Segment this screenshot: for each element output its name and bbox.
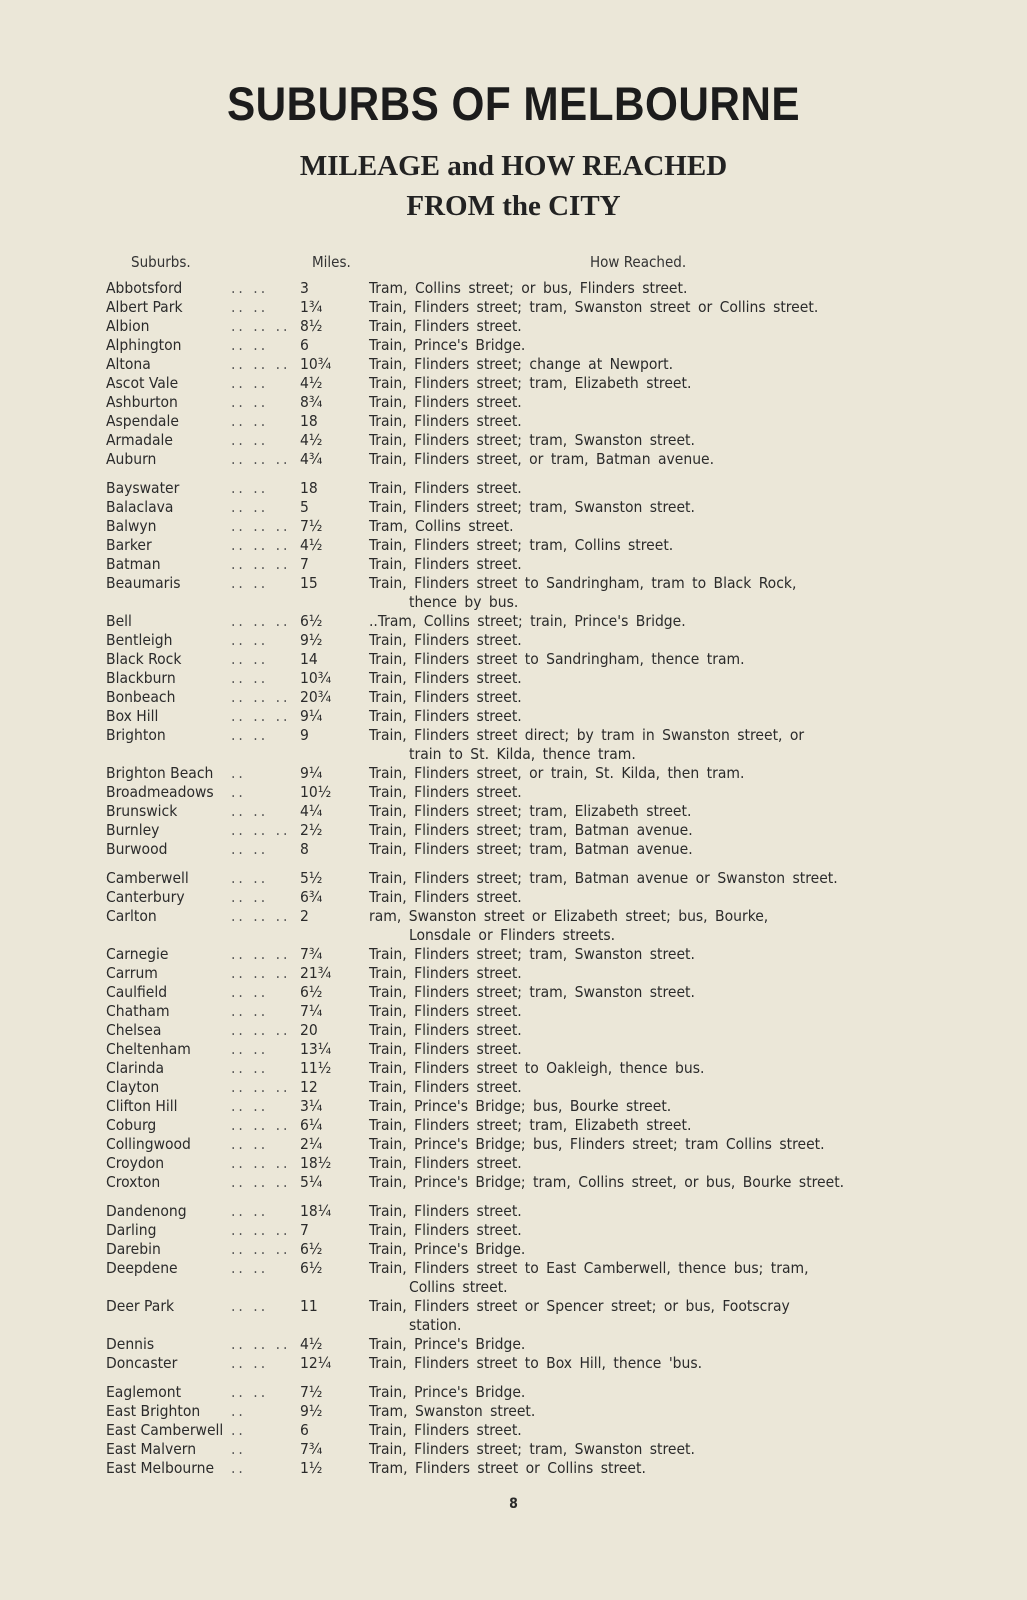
mileage: 6 (300, 336, 309, 354)
leader-dots: .. (231, 1440, 246, 1458)
leader-dots: .. .. .. (231, 964, 291, 982)
mileage: 20¾ (300, 688, 332, 706)
column-header-miles: Miles. (312, 253, 351, 271)
mileage: 2¼ (300, 1135, 323, 1153)
column-header-how-reached: How Reached. (590, 253, 687, 271)
mileage: 10½ (300, 783, 332, 801)
mileage: 12¼ (300, 1354, 332, 1372)
leader-dots: .. .. .. (231, 1116, 291, 1134)
table-row (0, 412, 1027, 431)
suburb-name: Clifton Hill (106, 1097, 178, 1115)
how-reached: ram, Swanston street or Elizabeth street; bus, Bourke, (369, 907, 769, 925)
mileage: 4½ (300, 536, 323, 554)
mileage: 1½ (300, 1459, 323, 1477)
suburb-name: Chelsea (106, 1021, 162, 1039)
mileage: 6½ (300, 612, 323, 630)
leader-dots: .. .. .. (231, 945, 291, 963)
leader-dots: .. .. (231, 412, 269, 430)
how-reached-continued: thence by bus. (409, 593, 519, 611)
how-reached: Train, Flinders street; tram, Elizabeth street. (369, 1116, 692, 1134)
suburb-name: Broadmeadows (106, 783, 214, 801)
mileage: 14 (300, 650, 318, 668)
leader-dots: .. .. (231, 574, 269, 592)
mileage: 12 (300, 1078, 318, 1096)
how-reached: Train, Flinders street. (369, 1154, 522, 1172)
suburb-name: Abbotsford (106, 279, 183, 297)
table-row (0, 1383, 1027, 1402)
how-reached: Train, Flinders street. (369, 1078, 522, 1096)
how-reached-continued: train to St. Kilda, thence tram. (409, 745, 636, 763)
table-row (0, 707, 1027, 726)
suburb-name: Ashburton (106, 393, 178, 411)
how-reached: Train, Flinders street; tram, Swanston street. (369, 945, 695, 963)
how-reached: Train, Flinders street. (369, 888, 522, 906)
table-row (0, 964, 1027, 983)
table-row (0, 764, 1027, 783)
suburb-name: Carnegie (106, 945, 169, 963)
leader-dots: .. .. .. (231, 707, 291, 725)
mileage: 9½ (300, 631, 323, 649)
how-reached: Train, Flinders street, or train, St. Kilda, then tram. (369, 764, 745, 782)
mileage: 6½ (300, 983, 323, 1001)
how-reached: ..Tram, Collins street; train, Prince's Bridge. (369, 612, 686, 630)
leader-dots: .. .. (231, 802, 269, 820)
table-row (0, 983, 1027, 1002)
suburb-name: Eaglemont (106, 1383, 182, 1401)
leader-dots: .. .. (231, 631, 269, 649)
how-reached: Tram, Flinders street or Collins street. (369, 1459, 646, 1477)
mileage: 4½ (300, 374, 323, 392)
leader-dots: .. .. .. (231, 536, 291, 554)
column-header-suburbs: Suburbs. (131, 253, 191, 271)
table-row (0, 869, 1027, 888)
mileage: 20 (300, 1021, 318, 1039)
table-row (0, 669, 1027, 688)
table-row (0, 555, 1027, 574)
mileage: 4¾ (300, 450, 323, 468)
leader-dots: .. .. (231, 279, 269, 297)
leader-dots: .. .. (231, 1354, 269, 1372)
how-reached: Train, Flinders street; tram, Collins street. (369, 536, 674, 554)
suburb-name: Albion (106, 317, 150, 335)
mileage: 4½ (300, 431, 323, 449)
how-reached: Train, Flinders street. (369, 1202, 522, 1220)
table-row (0, 1459, 1027, 1478)
suburb-name: Bayswater (106, 479, 180, 497)
suburb-name: East Brighton (106, 1402, 201, 1420)
table-row (0, 1202, 1027, 1221)
suburb-name: Collingwood (106, 1135, 191, 1153)
table-row (0, 536, 1027, 555)
how-reached: Train, Prince's Bridge; tram, Collins street, or bus, Bourke street. (369, 1173, 845, 1191)
table-row (0, 279, 1027, 298)
suburb-name: Box Hill (106, 707, 159, 725)
leader-dots: .. .. (231, 498, 269, 516)
mileage: 8¾ (300, 393, 323, 411)
leader-dots: .. .. .. (231, 355, 291, 373)
suburb-name: Deepdene (106, 1259, 178, 1277)
leader-dots: .. .. .. (231, 1021, 291, 1039)
leader-dots: .. .. .. (231, 317, 291, 335)
suburb-name: Darebin (106, 1240, 161, 1258)
mileage: 18½ (300, 1154, 332, 1172)
suburb-name: Batman (106, 555, 161, 573)
table-row (0, 726, 1027, 763)
mileage: 7¾ (300, 1440, 323, 1458)
how-reached: Train, Flinders street; tram, Swanston street. (369, 498, 695, 516)
mileage: 11 (300, 1297, 318, 1315)
suburb-name: Auburn (106, 450, 157, 468)
suburb-name: Ascot Vale (106, 374, 179, 392)
how-reached: Train, Flinders street. (369, 1221, 522, 1239)
how-reached: Train, Flinders street; tram, Swanston street or Collins street. (369, 298, 819, 316)
how-reached: Train, Flinders street. (369, 1421, 522, 1439)
table-row (0, 1040, 1027, 1059)
leader-dots: .. .. .. (231, 907, 291, 925)
mileage: 3 (300, 279, 309, 297)
table-row (0, 1078, 1027, 1097)
leader-dots: .. .. (231, 1202, 269, 1220)
leader-dots: .. .. .. (231, 1154, 291, 1172)
leader-dots: .. .. .. (231, 450, 291, 468)
suburb-name: Bell (106, 612, 132, 630)
leader-dots: .. .. .. (231, 612, 291, 630)
suburb-name: Beaumaris (106, 574, 181, 592)
suburb-name: Croxton (106, 1173, 161, 1191)
mileage: 3¼ (300, 1097, 323, 1115)
how-reached: Train, Prince's Bridge. (369, 1240, 526, 1258)
how-reached: Train, Prince's Bridge; bus, Flinders street; tram Collins street. (369, 1135, 825, 1153)
suburb-name: Coburg (106, 1116, 157, 1134)
table-row (0, 574, 1027, 611)
suburb-name: Black Rock (106, 650, 182, 668)
how-reached: Train, Flinders street; tram, Elizabeth street. (369, 374, 692, 392)
table-row (0, 479, 1027, 498)
table-row (0, 907, 1027, 944)
mileage: 6½ (300, 1240, 323, 1258)
mileage: 10¾ (300, 355, 332, 373)
how-reached: Train, Flinders street to Oakleigh, thence bus. (369, 1059, 705, 1077)
leader-dots: .. .. (231, 336, 269, 354)
suburb-name: Bonbeach (106, 688, 176, 706)
how-reached: Train, Flinders street. (369, 669, 522, 687)
how-reached: Train, Flinders street. (369, 1002, 522, 1020)
leader-dots: .. .. .. (231, 1335, 291, 1353)
table-row (0, 688, 1027, 707)
leader-dots: .. .. (231, 393, 269, 411)
table-row (0, 374, 1027, 393)
mileage: 9¼ (300, 764, 323, 782)
how-reached: Train, Flinders street; tram, Swanston street. (369, 983, 695, 1001)
suburb-name: East Camberwell (106, 1421, 224, 1439)
table-row (0, 517, 1027, 536)
table-row (0, 840, 1027, 859)
leader-dots: .. .. .. (231, 1078, 291, 1096)
leader-dots: .. .. (231, 374, 269, 392)
table-row (0, 1097, 1027, 1116)
suburb-name: Alphington (106, 336, 182, 354)
how-reached: Train, Flinders street; tram, Batman avenue. (369, 821, 693, 839)
table-row (0, 821, 1027, 840)
suburb-name: Clarinda (106, 1059, 165, 1077)
table-row (0, 1002, 1027, 1021)
how-reached: Train, Flinders street to Sandringham, tram to Black Rock, (369, 574, 797, 592)
how-reached: Train, Flinders street. (369, 555, 522, 573)
suburb-name: East Melbourne (106, 1459, 215, 1477)
table-row (0, 1421, 1027, 1440)
mileage: 5½ (300, 869, 323, 887)
leader-dots: .. .. (231, 869, 269, 887)
table-row (0, 431, 1027, 450)
leader-dots: .. (231, 1459, 246, 1477)
table-row (0, 1021, 1027, 1040)
leader-dots: .. .. (231, 1002, 269, 1020)
mileage: 4¼ (300, 802, 323, 820)
table-row (0, 317, 1027, 336)
table-row (0, 612, 1027, 631)
suburb-name: Barker (106, 536, 152, 554)
suburb-name: Croydon (106, 1154, 165, 1172)
mileage: 2 (300, 907, 309, 925)
suburb-name: Carrum (106, 964, 158, 982)
table-row (0, 1135, 1027, 1154)
leader-dots: .. .. (231, 840, 269, 858)
table-row (0, 1354, 1027, 1373)
subtitle-line-2: FROM the CITY (406, 190, 621, 222)
mileage: 8½ (300, 317, 323, 335)
suburb-name: Brighton (106, 726, 166, 744)
how-reached: Tram, Collins street; or bus, Flinders street. (369, 279, 688, 297)
how-reached: Train, Flinders street. (369, 783, 522, 801)
mileage: 6¾ (300, 888, 323, 906)
suburb-name: Deer Park (106, 1297, 175, 1315)
mileage: 18¼ (300, 1202, 332, 1220)
suburb-name: Balwyn (106, 517, 157, 535)
mileage: 8 (300, 840, 309, 858)
leader-dots: .. .. (231, 1259, 269, 1277)
suburb-name: Darling (106, 1221, 157, 1239)
table-row (0, 298, 1027, 317)
leader-dots: .. (231, 783, 246, 801)
suburb-name: Balaclava (106, 498, 174, 516)
how-reached: Train, Flinders street; tram, Batman avenue or Swanston street. (369, 869, 838, 887)
how-reached: Train, Prince's Bridge. (369, 1383, 526, 1401)
table-row (0, 1221, 1027, 1240)
mileage: 5 (300, 498, 309, 516)
suburb-name: Dandenong (106, 1202, 187, 1220)
suburb-name: Altona (106, 355, 151, 373)
how-reached: Train, Flinders street. (369, 631, 522, 649)
leader-dots: .. .. (231, 1040, 269, 1058)
table-row (0, 450, 1027, 469)
suburb-name: Cheltenham (106, 1040, 191, 1058)
leader-dots: .. (231, 764, 246, 782)
leader-dots: .. .. (231, 1059, 269, 1077)
mileage: 9 (300, 726, 309, 744)
table-row (0, 1173, 1027, 1192)
how-reached: Train, Flinders street. (369, 317, 522, 335)
mileage: 6½ (300, 1259, 323, 1277)
leader-dots: .. .. (231, 479, 269, 497)
mileage: 13¼ (300, 1040, 332, 1058)
table-row (0, 945, 1027, 964)
mileage: 6¼ (300, 1116, 323, 1134)
how-reached: Train, Flinders street. (369, 479, 522, 497)
how-reached: Train, Flinders street, or tram, Batman avenue. (369, 450, 715, 468)
how-reached: Train, Flinders street; tram, Elizabeth street. (369, 802, 692, 820)
table-row (0, 498, 1027, 517)
table-row (0, 1297, 1027, 1334)
table-row (0, 393, 1027, 412)
mileage: 7¾ (300, 945, 323, 963)
mileage: 7 (300, 555, 309, 573)
how-reached: Train, Flinders street. (369, 707, 522, 725)
mileage: 15 (300, 574, 318, 592)
table-row (0, 1059, 1027, 1078)
suburb-name: Burwood (106, 840, 168, 858)
table-row (0, 1154, 1027, 1173)
mileage: 7½ (300, 517, 323, 535)
leader-dots: .. .. (231, 888, 269, 906)
mileage: 18 (300, 412, 318, 430)
how-reached: Train, Flinders street. (369, 688, 522, 706)
leader-dots: .. .. (231, 1135, 269, 1153)
table-row (0, 802, 1027, 821)
how-reached-continued: Lonsdale or Flinders streets. (409, 926, 616, 944)
mileage: 2½ (300, 821, 323, 839)
suburb-name: Canterbury (106, 888, 185, 906)
suburb-name: Chatham (106, 1002, 170, 1020)
table-row (0, 650, 1027, 669)
how-reached: Train, Flinders street direct; by tram in Swanston street, or (369, 726, 805, 744)
suburb-name: Burnley (106, 821, 160, 839)
how-reached: Tram, Swanston street. (369, 1402, 536, 1420)
leader-dots: .. .. (231, 298, 269, 316)
mileage: 11½ (300, 1059, 332, 1077)
suburb-name: Bentleigh (106, 631, 173, 649)
leader-dots: .. .. .. (231, 555, 291, 573)
how-reached: Train, Flinders street; tram, Swanston street. (369, 1440, 695, 1458)
suburb-name: Aspendale (106, 412, 179, 430)
how-reached: Train, Prince's Bridge. (369, 336, 526, 354)
leader-dots: .. .. (231, 983, 269, 1001)
mileage: 7½ (300, 1383, 323, 1401)
how-reached: Train, Flinders street to Sandringham, thence tram. (369, 650, 745, 668)
how-reached: Train, Flinders street. (369, 1021, 522, 1039)
mileage: 1¾ (300, 298, 323, 316)
suburb-name: Brighton Beach (106, 764, 214, 782)
table-row (0, 888, 1027, 907)
mileage: 7 (300, 1221, 309, 1239)
leader-dots: .. .. (231, 1383, 269, 1401)
mileage: 5¼ (300, 1173, 323, 1191)
leader-dots: .. .. .. (231, 688, 291, 706)
how-reached: Train, Flinders street to Box Hill, thence 'bus. (369, 1354, 703, 1372)
how-reached: Train, Flinders street. (369, 964, 522, 982)
how-reached: Train, Flinders street. (369, 1040, 522, 1058)
leader-dots: .. .. .. (231, 1221, 291, 1239)
mileage: 9½ (300, 1402, 323, 1420)
how-reached: Train, Flinders street. (369, 412, 522, 430)
leader-dots: .. (231, 1402, 246, 1420)
leader-dots: .. .. (231, 669, 269, 687)
mileage: 9¼ (300, 707, 323, 725)
leader-dots: .. .. (231, 1297, 269, 1315)
how-reached: Train, Flinders street to East Camberwell, thence bus; tram, (369, 1259, 809, 1277)
suburb-name: Clayton (106, 1078, 160, 1096)
suburb-name: Blackburn (106, 669, 176, 687)
suburb-name: Doncaster (106, 1354, 178, 1372)
mileage: 21¾ (300, 964, 332, 982)
how-reached: Train, Flinders street. (369, 393, 522, 411)
leader-dots: .. .. .. (231, 517, 291, 535)
table-row (0, 1335, 1027, 1354)
mileage: 6 (300, 1421, 309, 1439)
mileage: 7¼ (300, 1002, 323, 1020)
leader-dots: .. (231, 1421, 246, 1439)
how-reached-continued: station. (409, 1316, 462, 1334)
how-reached: Train, Flinders street or Spencer street; or bus, Footscray (369, 1297, 790, 1315)
suburb-name: Camberwell (106, 869, 189, 887)
mileage: 18 (300, 479, 318, 497)
leader-dots: .. .. (231, 650, 269, 668)
suburb-name: Brunswick (106, 802, 178, 820)
table-row (0, 336, 1027, 355)
suburb-name: East Malvern (106, 1440, 197, 1458)
leader-dots: .. .. .. (231, 1240, 291, 1258)
how-reached: Train, Flinders street; tram, Batman avenue. (369, 840, 693, 858)
table-row (0, 1440, 1027, 1459)
suburb-name: Carlton (106, 907, 157, 925)
suburb-name: Dennis (106, 1335, 155, 1353)
suburb-name: Albert Park (106, 298, 183, 316)
suburb-name: Caulfield (106, 983, 168, 1001)
subtitle-line-1: MILEAGE and HOW REACHED (299, 150, 728, 182)
leader-dots: .. .. (231, 431, 269, 449)
page-title: SUBURBS OF MELBOURNE (226, 77, 801, 130)
table-row (0, 631, 1027, 650)
leader-dots: .. .. .. (231, 1173, 291, 1191)
suburb-name: Armadale (106, 431, 173, 449)
mileage: 4½ (300, 1335, 323, 1353)
how-reached: Train, Prince's Bridge; bus, Bourke street. (369, 1097, 672, 1115)
leader-dots: .. .. (231, 1097, 269, 1115)
how-reached: Train, Prince's Bridge. (369, 1335, 526, 1353)
how-reached: Train, Flinders street; change at Newport. (369, 355, 674, 373)
how-reached-continued: Collins street. (409, 1278, 508, 1296)
table-row (0, 1116, 1027, 1135)
table-row (0, 355, 1027, 374)
table-row (0, 783, 1027, 802)
leader-dots: .. .. .. (231, 821, 291, 839)
table-row (0, 1259, 1027, 1296)
leader-dots: .. .. (231, 726, 269, 744)
table-row (0, 1402, 1027, 1421)
page-number: 8 (509, 1496, 518, 1512)
how-reached: Tram, Collins street. (369, 517, 514, 535)
how-reached: Train, Flinders street; tram, Swanston street. (369, 431, 695, 449)
table-row (0, 1240, 1027, 1259)
mileage: 10¾ (300, 669, 332, 687)
